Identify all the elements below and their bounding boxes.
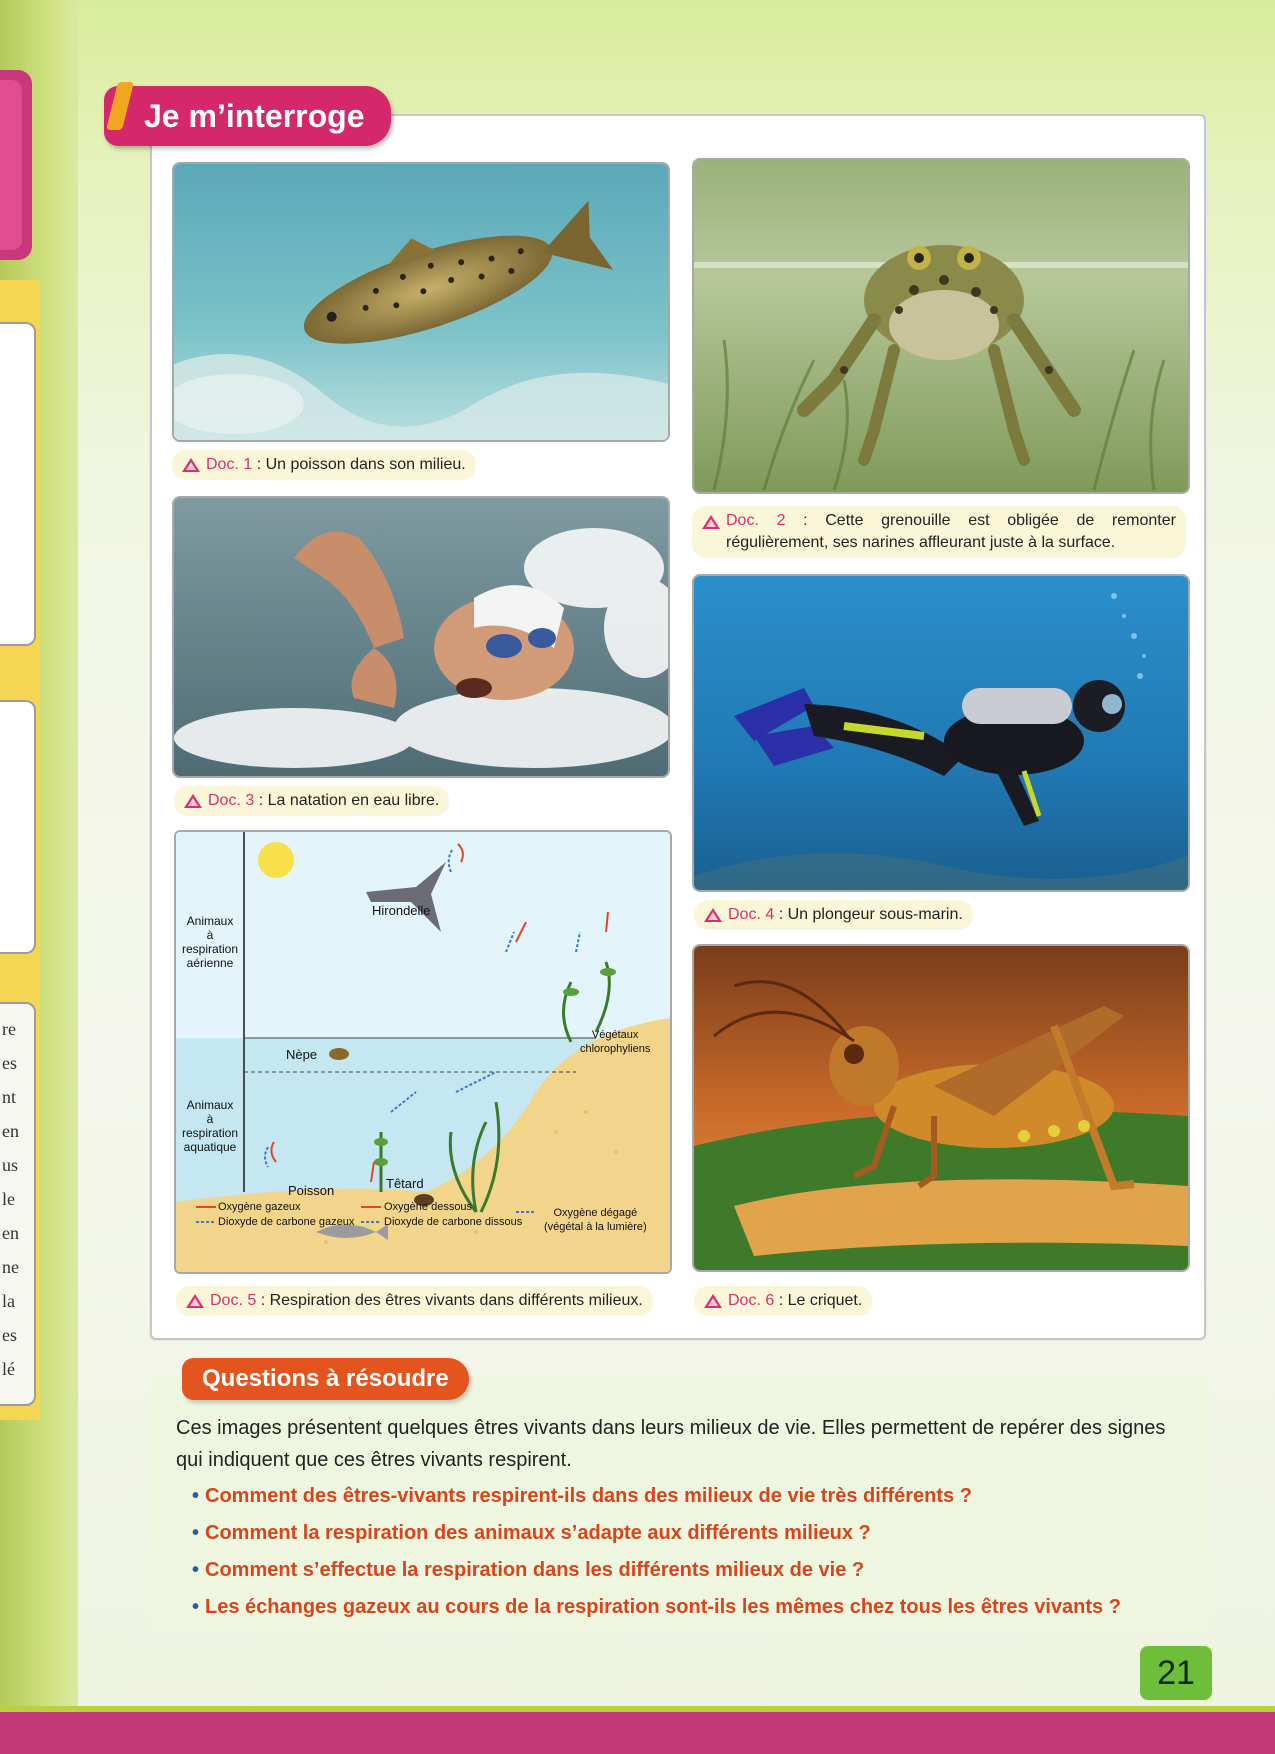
- section-header: Je m’interroge: [104, 86, 391, 146]
- triangle-icon: [182, 458, 200, 472]
- legend-o2-gas: Oxygène gazeux: [218, 1201, 301, 1213]
- doc5-respiration-diagram: [174, 830, 672, 1274]
- text-fragment: es: [2, 1325, 17, 1345]
- text-fragment: lé: [2, 1359, 15, 1379]
- doc6-caption: [694, 1286, 872, 1316]
- legend-co2-gas: Dioxyde de carbone gazeux: [218, 1216, 355, 1228]
- label-line: aérienne: [186, 956, 234, 970]
- label-line: Animaux: [186, 914, 234, 928]
- aerial-respiration-label: [178, 914, 242, 970]
- poisson-label: Poisson: [288, 1183, 335, 1198]
- doc-label: Doc. 6: [728, 1292, 775, 1309]
- label-line: à respiration: [181, 1112, 239, 1140]
- caption-separator: :: [774, 1292, 788, 1309]
- caption-text: Cette grenouille est obligée de remonter régulièrement, ses narines affleurant juste à la surface.: [726, 512, 1176, 551]
- doc2-frog-photo: [692, 158, 1190, 494]
- page-number: 21: [1140, 1646, 1212, 1700]
- caption-text: Le criquet.: [787, 1292, 863, 1309]
- triangle-icon: [184, 794, 202, 808]
- label-line: aquatique: [183, 1140, 237, 1154]
- text-fragment: es: [2, 1053, 17, 1073]
- doc-label: Doc. 1: [206, 456, 253, 473]
- text-fragment: en: [2, 1121, 19, 1141]
- doc3-swimmer-photo: [172, 496, 670, 778]
- caption-text: La natation en eau libre.: [267, 792, 440, 809]
- doc-label: Doc. 4: [728, 906, 775, 923]
- caption-text: Un poisson dans son milieu.: [265, 456, 466, 473]
- text-fragment: re: [2, 1019, 16, 1039]
- legend-co2-dissolved: Dioxyde de carbone dissous: [384, 1216, 523, 1228]
- doc6-cricket-photo: [692, 944, 1190, 1272]
- text-fragment: en: [2, 1223, 19, 1243]
- caption-text: Respiration des êtres vivants dans différents milieux.: [269, 1292, 643, 1309]
- text-fragment: ne: [2, 1257, 19, 1277]
- text-fragment: nt: [2, 1087, 17, 1107]
- questions-title: Questions à résoudre: [182, 1358, 469, 1400]
- caption-separator: :: [256, 1292, 270, 1309]
- doc4-caption: [694, 900, 973, 930]
- text-fragment: la: [2, 1291, 15, 1311]
- question-item: • Les échanges gazeux au cours de la respiration sont-ils les mêmes chez tous les êtres vivants ?: [192, 1589, 1212, 1626]
- question-item: • Comment la respiration des animaux s’adapte aux différents milieux ?: [192, 1515, 1212, 1552]
- doc1-caption: [172, 450, 476, 480]
- triangle-icon: [704, 908, 722, 922]
- doc2-caption: [692, 506, 1186, 558]
- text-fragment: us: [2, 1155, 19, 1175]
- bottom-magenta-strip: [0, 1712, 1275, 1754]
- questions-intro: Ces images présentent quelques êtres vivants dans leurs milieux de vie. Elles permettent de repérer des signes qui indiquent que ces êtres vivants respirent.: [176, 1417, 1166, 1471]
- previous-page-frame: [0, 700, 36, 954]
- nepe-label: Nèpe: [286, 1047, 318, 1062]
- questions-list: [192, 1478, 1212, 1626]
- caption-separator: :: [785, 512, 826, 529]
- text-fragment: le: [2, 1189, 15, 1209]
- caption-separator: :: [774, 906, 788, 923]
- legend-o2-dissolved: Oxygène dessous: [384, 1201, 473, 1213]
- caption-text: Un plongeur sous-marin.: [787, 906, 963, 923]
- triangle-icon: [186, 1294, 204, 1308]
- aquatic-respiration-label: [178, 1098, 242, 1154]
- caption-separator: :: [254, 792, 268, 809]
- doc4-diver-photo: [692, 574, 1190, 892]
- magenta-side-tab-inner: [0, 80, 22, 250]
- previous-page-text-fragments: [0, 1012, 30, 1386]
- question-item: • Comment s’effectue la respiration dans les différents milieux de vie ?: [192, 1552, 1212, 1589]
- label-line: Végétaux: [591, 1029, 639, 1041]
- doc-label: Doc. 5: [210, 1292, 257, 1309]
- tetard-label: Têtard: [386, 1176, 424, 1191]
- hirondelle-label: Hirondelle: [372, 903, 431, 918]
- label-line: (végétal à la lumière): [544, 1221, 647, 1233]
- previous-page-frame: [0, 322, 36, 646]
- doc-label: Doc. 3: [208, 792, 255, 809]
- label-line: Animaux: [186, 1098, 234, 1112]
- label-line: Oxygène dégagé: [553, 1207, 638, 1219]
- doc-label: Doc. 2: [726, 512, 786, 529]
- label-line: à respiration: [181, 928, 239, 956]
- doc5-caption: [176, 1286, 653, 1316]
- doc1-fish-photo: [172, 162, 670, 442]
- legend-o2-released: [544, 1206, 647, 1234]
- doc3-caption: [174, 786, 449, 816]
- caption-separator: :: [252, 456, 266, 473]
- question-item: • Comment des êtres-vivants respirent-ils dans des milieux de vie très différents ?: [192, 1478, 1212, 1515]
- label-line: chlorophyliens: [580, 1043, 651, 1055]
- vegetaux-label: [580, 1028, 650, 1056]
- triangle-icon: [702, 515, 720, 529]
- triangle-icon: [704, 1294, 722, 1308]
